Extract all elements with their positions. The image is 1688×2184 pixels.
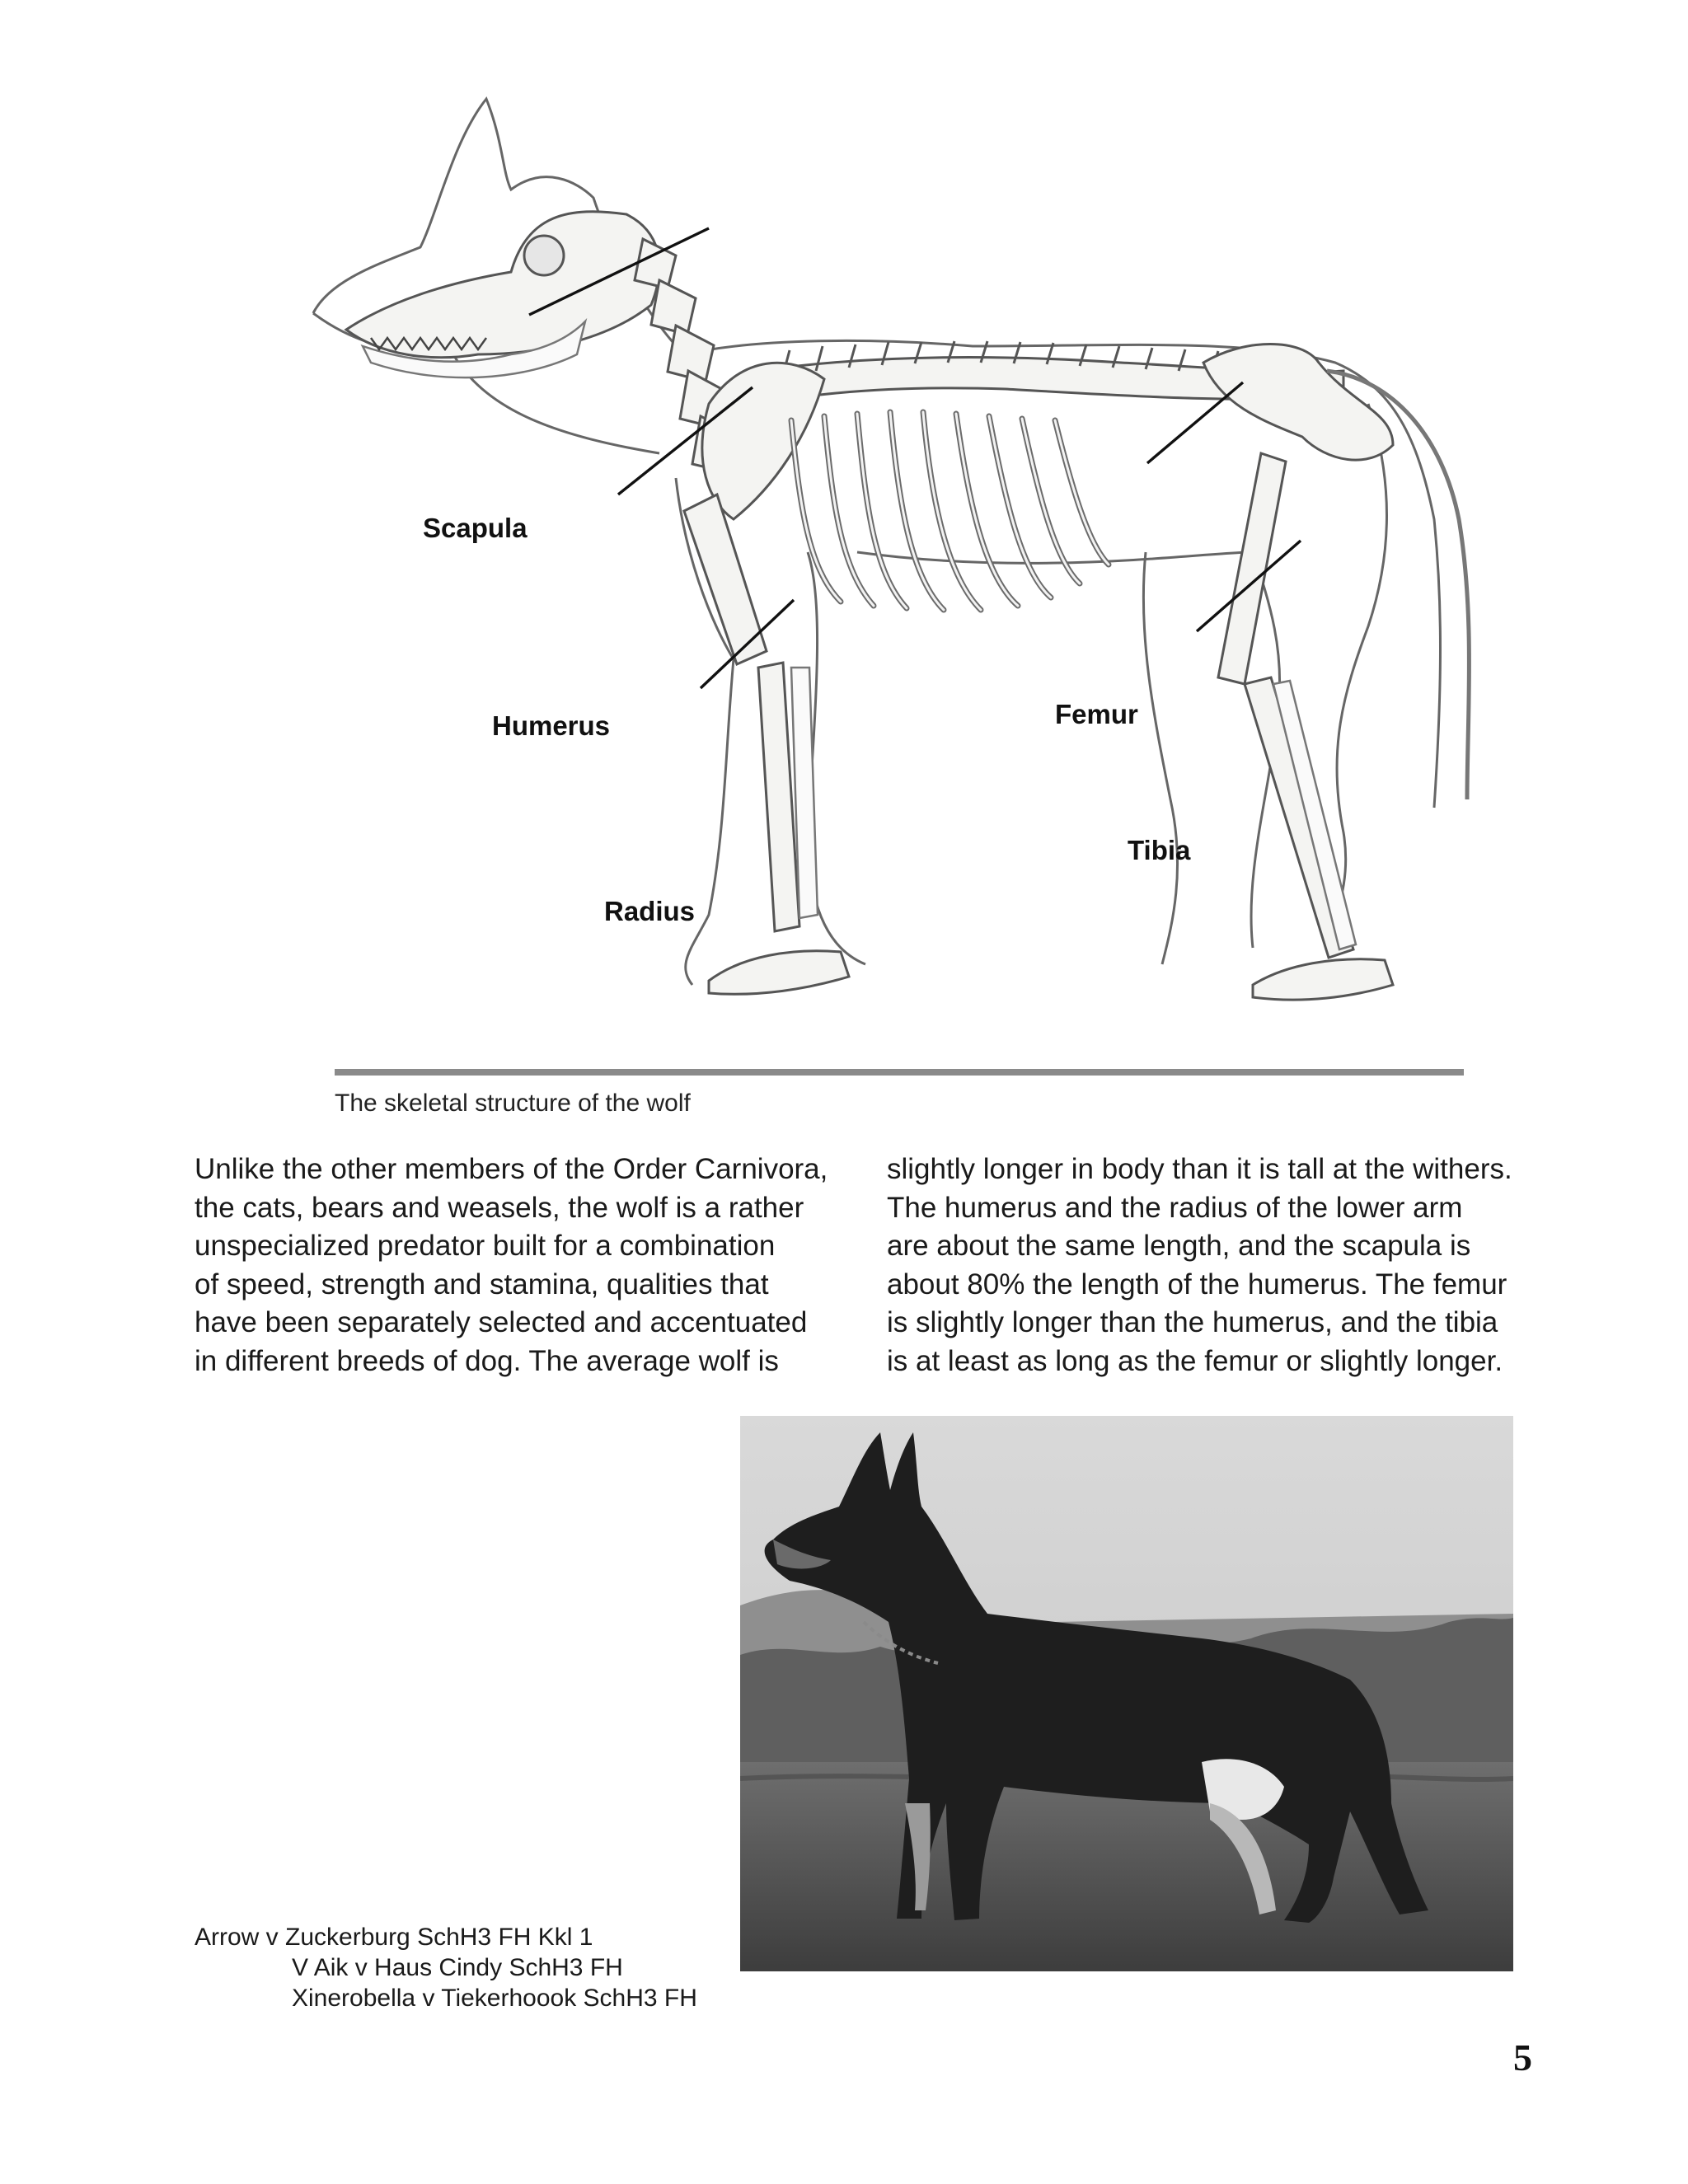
label-radius: Radius [604, 896, 696, 926]
pedigree-dog: Arrow v Zuckerburg SchH3 FH Kkl 1 [195, 1924, 593, 1951]
text-line: about 80% the length of the humerus. The femur [887, 1268, 1507, 1301]
caption-rule [335, 1069, 1464, 1076]
text-line: is at least as long as the femur or slightly longer. [887, 1344, 1503, 1377]
label-scapula: Scapula [423, 513, 528, 543]
text-line: the cats, bears and weasels, the wolf is a rather [195, 1191, 804, 1224]
text-line: slightly longer in body than it is tall at the withers. [887, 1153, 1512, 1185]
text-line: The humerus and the radius of the lower arm [887, 1191, 1463, 1224]
eye-socket [524, 236, 564, 275]
pelvis [1203, 344, 1393, 461]
text-line: is slightly longer than the humerus, and the tibia [887, 1306, 1498, 1338]
rear-paw [1253, 959, 1393, 1000]
rib-cage [791, 412, 1109, 610]
text-line: unspecialized predator built for a combination [195, 1230, 776, 1262]
front-leg [684, 494, 849, 994]
pedigree-caption [195, 1922, 697, 2013]
pedigree-sire: V Aik v Haus Cindy SchH3 FH [292, 1954, 623, 1981]
body-text-left [195, 1151, 854, 1380]
pedigree-dam: Xinerobella v Tiekerhoook SchH3 FH [292, 1985, 697, 2012]
text-line: have been separately selected and accentuated [195, 1306, 808, 1338]
text-line: are about the same length, and the scapula is [887, 1230, 1471, 1262]
body-text-right [887, 1151, 1546, 1380]
label-tibia: Tibia [1128, 835, 1191, 865]
wolf-skeleton-illustration [297, 91, 1500, 1080]
rear-leg [1218, 453, 1393, 1000]
label-humerus: Humerus [492, 710, 611, 741]
text-line: of speed, strength and stamina, qualities that [195, 1268, 769, 1301]
label-femur: Femur [1055, 699, 1138, 729]
femur-bone [1218, 453, 1286, 684]
scapula-bone [702, 363, 824, 519]
figure-caption: The skeletal structure of the wolf [335, 1090, 691, 1117]
page-number: 5 [1513, 2036, 1532, 2079]
photo-illustration [740, 1416, 1513, 1971]
front-paw [709, 951, 849, 995]
text-line: Unlike the other members of the Order Carnivora, [195, 1153, 828, 1185]
skull [346, 212, 659, 358]
german-shepherd-photo [740, 1416, 1513, 1971]
text-line: in different breeds of dog. The average wolf is [195, 1344, 779, 1377]
